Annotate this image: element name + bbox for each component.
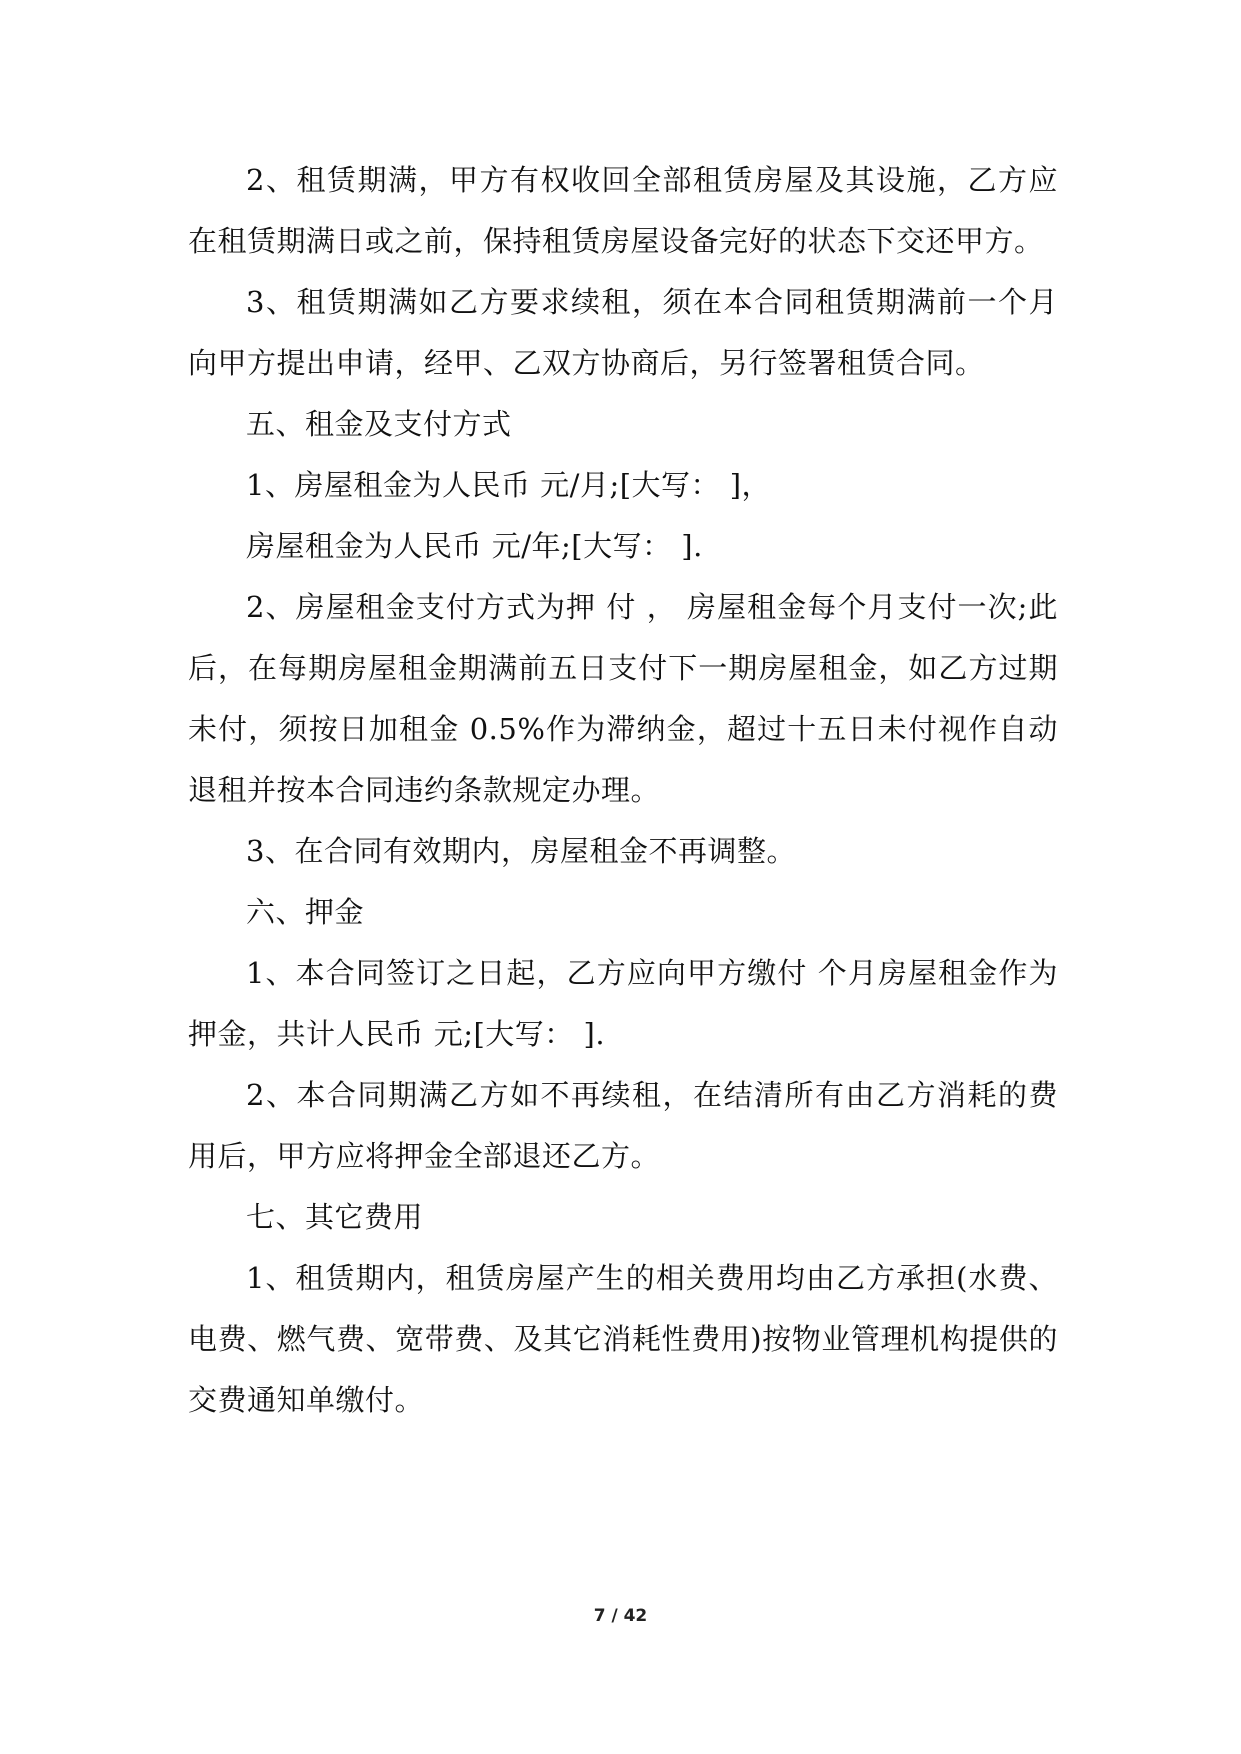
- page-number: 7 / 42: [593, 1606, 648, 1626]
- document-body: [188, 150, 1058, 1431]
- clause-7-1: 1、租赁期内，租赁房屋产生的相关费用均由乙方承担(水费、电费、燃气费、宽带费、及其它消耗性费用)按物业管理机构提供的交费通知单缴付。: [188, 1261, 1058, 1417]
- clause-5-1-yearly: 房屋租金为人民币 元/年;[大写： ].: [246, 529, 703, 563]
- clause-5-3: 3、在合同有效期内，房屋租金不再调整。: [246, 834, 796, 868]
- clause-6-2: 2、本合同期满乙方如不再续租，在结清所有由乙方消耗的费用后，甲方应将押金全部退还乙方。: [188, 1078, 1058, 1173]
- clause-4-3: 3、租赁期满如乙方要求续租，须在本合同租赁期满前一个月向甲方提出申请，经甲、乙双方协商后，另行签署租赁合同。: [188, 285, 1058, 380]
- clause-5-2: 2、房屋租金支付方式为押 付 ， 房屋租金每个月支付一次;此后，在每期房屋租金期满前五日支付下一期房屋租金，如乙方过期未付，须按日加租金 0.5%作为滞纳金，超过十五日未付视作自动退租并按本合同违约条款规定办理。: [188, 590, 1058, 807]
- clause-6-1: 1、本合同签订之日起，乙方应向甲方缴付 个月房屋租金作为押金，共计人民币 元;[大写： ].: [188, 956, 1058, 1051]
- clause-4-2: 2、租赁期满，甲方有权收回全部租赁房屋及其设施，乙方应在租赁期满日或之前，保持租赁房屋设备完好的状态下交还甲方。: [188, 163, 1058, 258]
- section-heading-rent: 五、租金及支付方式: [246, 407, 512, 441]
- section-heading-other-fees: 七、其它费用: [246, 1200, 424, 1234]
- clause-5-1-monthly: 1、房屋租金为人民币 元/月;[大写： ]，: [246, 468, 772, 502]
- section-heading-deposit: 六、押金: [246, 895, 365, 929]
